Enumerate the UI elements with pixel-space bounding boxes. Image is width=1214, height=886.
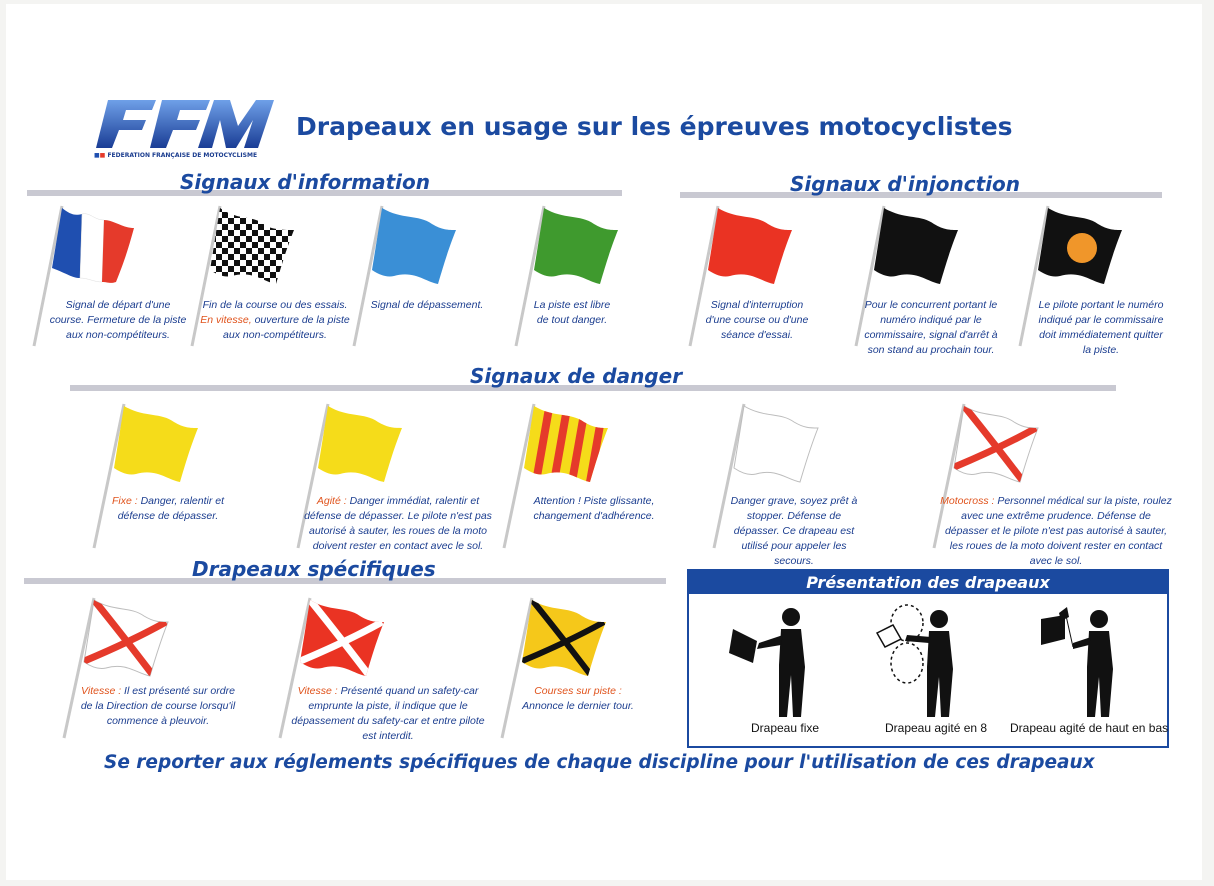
yellow-red-striped-flag	[500, 398, 620, 553]
label-drapeau-agite-8: Drapeau agité en 8	[885, 721, 988, 735]
person-updown-flag-icon	[1029, 603, 1129, 721]
caption-safety-car: Vitesse : Présenté quand un safety-car emprunte la piste, il indique que le dépassement du safety-car et entre pilote est interdit.	[291, 685, 485, 742]
label-drapeau-fixe: Drapeau fixe	[751, 721, 820, 735]
caption-agite: Agité : Danger immédiat, ralentir et défense de dépasser. Le pilote n'est pas autorisé à sauter, les roues de la moto doivent rester en contact avec le sol.	[304, 495, 492, 552]
caption-fin-course: Fin de la course ou des essais. En vitesse, ouverture de la piste aux non-compétiteurs.	[200, 299, 350, 341]
caption-motocross: Motocross : Personnel médical sur la piste, roulez avec une extrême prudence. Défense de dépasser et le pilote n'est pas autorisé à sauter, les roues de la moto doivent rester en contact avec le sol.	[940, 495, 1172, 567]
logo-subtitle: ■■ FEDERATION FRANÇAISE DE MOTOCYCLISME	[94, 152, 258, 159]
caption-depart: Signal de départ d'une course. Fermeture de la piste aux non-compétiteurs.	[49, 299, 187, 341]
caption-arret-stand: Pour le concurrent portant le numéro indiqué par le commissaire, signal d'arrêt à son stand au prochain tour.	[864, 299, 998, 356]
caption-vitesse-pluie: Vitesse : Il est présenté sur ordre de la Direction de course lorsqu'il commence à pleuvoir.	[80, 685, 236, 727]
yellow-flag-fixed	[90, 398, 210, 553]
person-fixed-flag-icon	[729, 605, 819, 720]
section-title-specifiques: Drapeaux spécifiques	[192, 557, 436, 581]
footer-note: Se reporter aux réglements spécifiques de chaque discipline pour l'utilisation de ces drapeaux	[104, 752, 1095, 773]
label-drapeau-agite-haut-bas: Drapeau agité de haut en bas	[1010, 721, 1169, 735]
caption-depassement: Signal de dépassement.	[370, 299, 484, 311]
caption-fixe: Fixe : Danger, ralentir et défense de dépasser.	[111, 495, 225, 522]
person-figure8-flag-icon	[867, 601, 967, 721]
page-title: Drapeaux en usage sur les épreuves motocyclistes	[296, 112, 1013, 141]
caption-interruption: Signal d'interruption d'une course ou d'une séance d'essai.	[705, 299, 809, 341]
caption-piste-glissante: Attention ! Piste glissante, changement d'adhérence.	[533, 495, 655, 522]
caption-piste-libre: La piste est libre de tout danger.	[533, 299, 611, 326]
yellow-flag-black-cross	[498, 592, 618, 742]
caption-danger-grave: Danger grave, soyez prêt à stopper. Défense de dépasser. Ce drapeau est utilisé pour appeler les secours.	[730, 495, 858, 567]
section-title-information: Signaux d'information	[180, 170, 430, 194]
presentation-title: Présentation des drapeaux	[689, 571, 1167, 594]
presentation-box	[687, 569, 1169, 748]
blue-flag	[348, 200, 468, 350]
section-title-injonction: Signaux d'injonction	[790, 172, 1021, 196]
section-title-danger: Signaux de danger	[470, 364, 683, 388]
caption-dernier-tour: Courses sur piste : Annonce le dernier tour.	[522, 685, 634, 712]
caption-quitter-piste: Le pilote portant le numéro indiqué par le commissaire doit immédiatement quitter la piste.	[1038, 299, 1164, 356]
